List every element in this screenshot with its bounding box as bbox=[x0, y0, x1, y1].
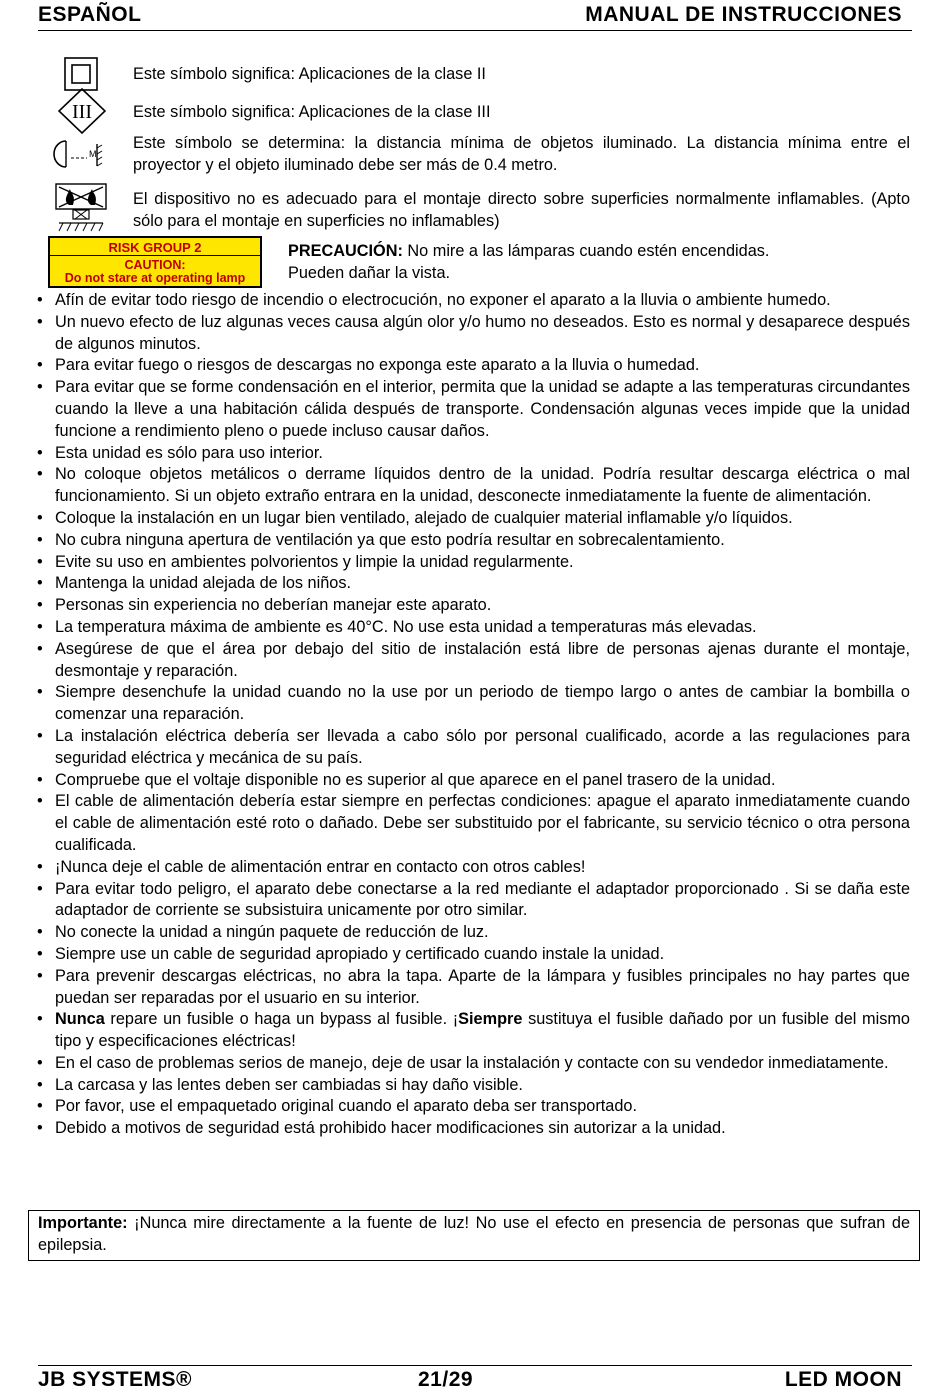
fuse-bold-never: Nunca bbox=[55, 1010, 105, 1029]
class-iii-numeral: III bbox=[72, 101, 92, 123]
caution-line-1: No mire a las lámparas cuando estén encendidas. bbox=[402, 242, 770, 260]
list-item: • Para evitar fuego o riesgos de descargas no exponga este aparato a la lluvia o humedad. bbox=[36, 355, 910, 377]
list-item: • Siempre desenchufe la unidad cuando no la use por un periodo de tiempo largo o antes de cambiar la bombilla o comenzar una reparación. bbox=[36, 682, 910, 726]
header-manual-title: MANUAL DE INSTRUCCIONES bbox=[585, 3, 902, 26]
list-item: • Siempre use un cable de seguridad apropiado y certificado cuando instale la unidad. bbox=[36, 944, 910, 966]
list-item: • Para evitar que se forme condensación en el interior, permita que la unidad se adapte a las temperaturas circundantes cuando la lleve a una habitación cálida después de transporte. Condensación algunas veces impide que la unidad funcione a rendimiento pleno o puede incluso causar daños. bbox=[36, 377, 910, 442]
symbol-text-class-iii: Este símbolo significa: Aplicaciones de la clase III bbox=[133, 103, 491, 121]
class-iii-icon bbox=[58, 88, 106, 134]
fuse-text-2: sustituya el fusible dañado por un fusible del mismo tipo y especificaciones eléctricas! bbox=[55, 1010, 910, 1051]
footer-brand: JB SYSTEMS® bbox=[38, 1368, 193, 1391]
important-notice-box bbox=[28, 1210, 920, 1261]
list-item: • Asegúrese de que el área por debajo del sitio de instalación está libre de personas ajenas durante el montaje, desmontaje y reparación. bbox=[36, 639, 910, 683]
caution-heading: PRECAUCIÓN: bbox=[288, 242, 403, 260]
minimum-distance-icon bbox=[52, 138, 108, 170]
list-item: • Esta unidad es sólo para uso interior. bbox=[36, 443, 910, 465]
caution-note bbox=[288, 241, 769, 284]
list-item: • ¡Nunca deje el cable de alimentación entrar en contacto con otros cables! bbox=[36, 857, 910, 879]
list-item: • Afín de evitar todo riesgo de incendio o electrocución, no exponer el aparato a la lluvia o ambiente humedo. bbox=[36, 290, 910, 312]
fuse-text-1: repare un fusible o haga un bypass al fusible. ¡ bbox=[104, 1010, 459, 1029]
distance-label: M bbox=[89, 149, 97, 159]
list-item: • No cubra ninguna apertura de ventilación ya que esto podría resultar en sobrecalentamiento. bbox=[36, 530, 910, 552]
list-item: • La temperatura máxima de ambiente es 40°C. No use esta unidad a temperaturas más elevadas. bbox=[36, 617, 910, 639]
list-item: • En el caso de problemas serios de manejo, deje de usar la instalación y contacte con su vendedor inmediatamente. bbox=[36, 1053, 910, 1075]
header-language: ESPAÑOL bbox=[38, 3, 142, 26]
caution-line-2: Pueden dañar la vista. bbox=[288, 263, 451, 282]
list-item-fuse bbox=[36, 1009, 910, 1053]
list-item: • Para evitar todo peligro, el aparato debe conectarse a la red mediante el adaptador proporcionado . Si se daña este adaptador de corriente se subsistuira unicamente por otro similar. bbox=[36, 879, 910, 923]
list-item: • La instalación eléctrica debería ser llevada a cabo sólo por personal cualificado, acorde a las regulaciones para seguridad eléctrica y mecánica de su país. bbox=[36, 726, 910, 770]
list-item: • El cable de alimentación debería estar siempre en perfectas condiciones: apague el aparato inmediatamente cuando el cable de alimentación esté roto o dañado. Debe ser substituido por el fabricante, su servicio técnico o otra persona cualificada. bbox=[36, 791, 910, 856]
important-heading: Importante: bbox=[38, 1214, 128, 1232]
list-item: • Evite su uso en ambientes polvorientos y limpie la unidad regularmente. bbox=[36, 552, 910, 574]
list-item: • La carcasa y las lentes deben ser cambiadas si hay daño visible. bbox=[36, 1075, 910, 1097]
risk-caution-heading: CAUTION: bbox=[124, 258, 186, 272]
class-ii-icon bbox=[64, 57, 98, 91]
list-item: • Para prevenir descargas eléctricas, no abra la tapa. Aparte de la lámpara y fusibles principales no hay partes que puedan ser reparadas por el usuario en su interior. bbox=[36, 966, 910, 1010]
flammable-surface-icon bbox=[55, 183, 107, 233]
symbol-text-class-ii: Este símbolo significa: Aplicaciones de la clase II bbox=[133, 65, 486, 83]
page-header bbox=[38, 2, 912, 31]
list-item: • Debido a motivos de seguridad está prohibido hacer modificaciones sin autorizar a la unidad. bbox=[36, 1118, 910, 1140]
page-footer bbox=[38, 1365, 912, 1394]
risk-label-divider bbox=[50, 255, 260, 256]
risk-group-title: RISK GROUP 2 bbox=[108, 240, 202, 255]
list-item: • No conecte la unidad a ningún paquete de reducción de luz. bbox=[36, 922, 910, 944]
symbol-text-flammable: El dispositivo no es adecuado para el montaje directo sobre superficies normalmente inflamables. (Apto sólo para el montaje en superficies no inflamables) bbox=[133, 190, 910, 230]
list-item: • No coloque objetos metálicos o derrame líquidos dentro de la unidad. Podría resultar descarga eléctrica o mal funcionamiento. Si un objeto extraño entrara en la unidad, desconecte inmediatamente la fuente de alimentación. bbox=[36, 464, 910, 508]
list-item: • Por favor, use el empaquetado original cuando el aparato deba ser transportado. bbox=[36, 1096, 910, 1118]
page-number: 21/29 bbox=[418, 1368, 474, 1391]
list-item: • Un nuevo efecto de luz algunas veces causa algún olor y/o humo no deseados. Esto es normal y desaparece después de algunos minutos. bbox=[36, 312, 910, 356]
fuse-bold-always: Siempre bbox=[458, 1010, 523, 1029]
symbol-text-min-distance: Este símbolo se determina: la distancia mínima de objetos iluminado. La distancia mínima entre el proyector y el objeto iluminado debe ser más de 0.4 metro. bbox=[133, 134, 910, 174]
list-item: • Coloque la instalación en un lugar bien ventilado, alejado de cualquier material inflamable y/o líquidos. bbox=[36, 508, 910, 530]
footer-product: LED MOON bbox=[784, 1368, 902, 1391]
risk-caution-warning: Do not stare at operating lamp bbox=[64, 271, 246, 285]
list-item: • Compruebe que el voltaje disponible no es superior al que aparece en el panel trasero de la unidad. bbox=[36, 770, 910, 792]
list-item: • Personas sin experiencia no deberían manejar este aparato. bbox=[36, 595, 910, 617]
important-text: ¡Nunca mire directamente a la fuente de luz! No use el efecto en presencia de personas que sufran de epilepsia. bbox=[38, 1214, 910, 1254]
risk-caution-text bbox=[50, 259, 260, 285]
risk-group-label bbox=[48, 236, 262, 288]
list-item: • Mantenga la unidad alejada de los niños. bbox=[36, 573, 910, 595]
safety-instructions-list bbox=[36, 290, 910, 1140]
